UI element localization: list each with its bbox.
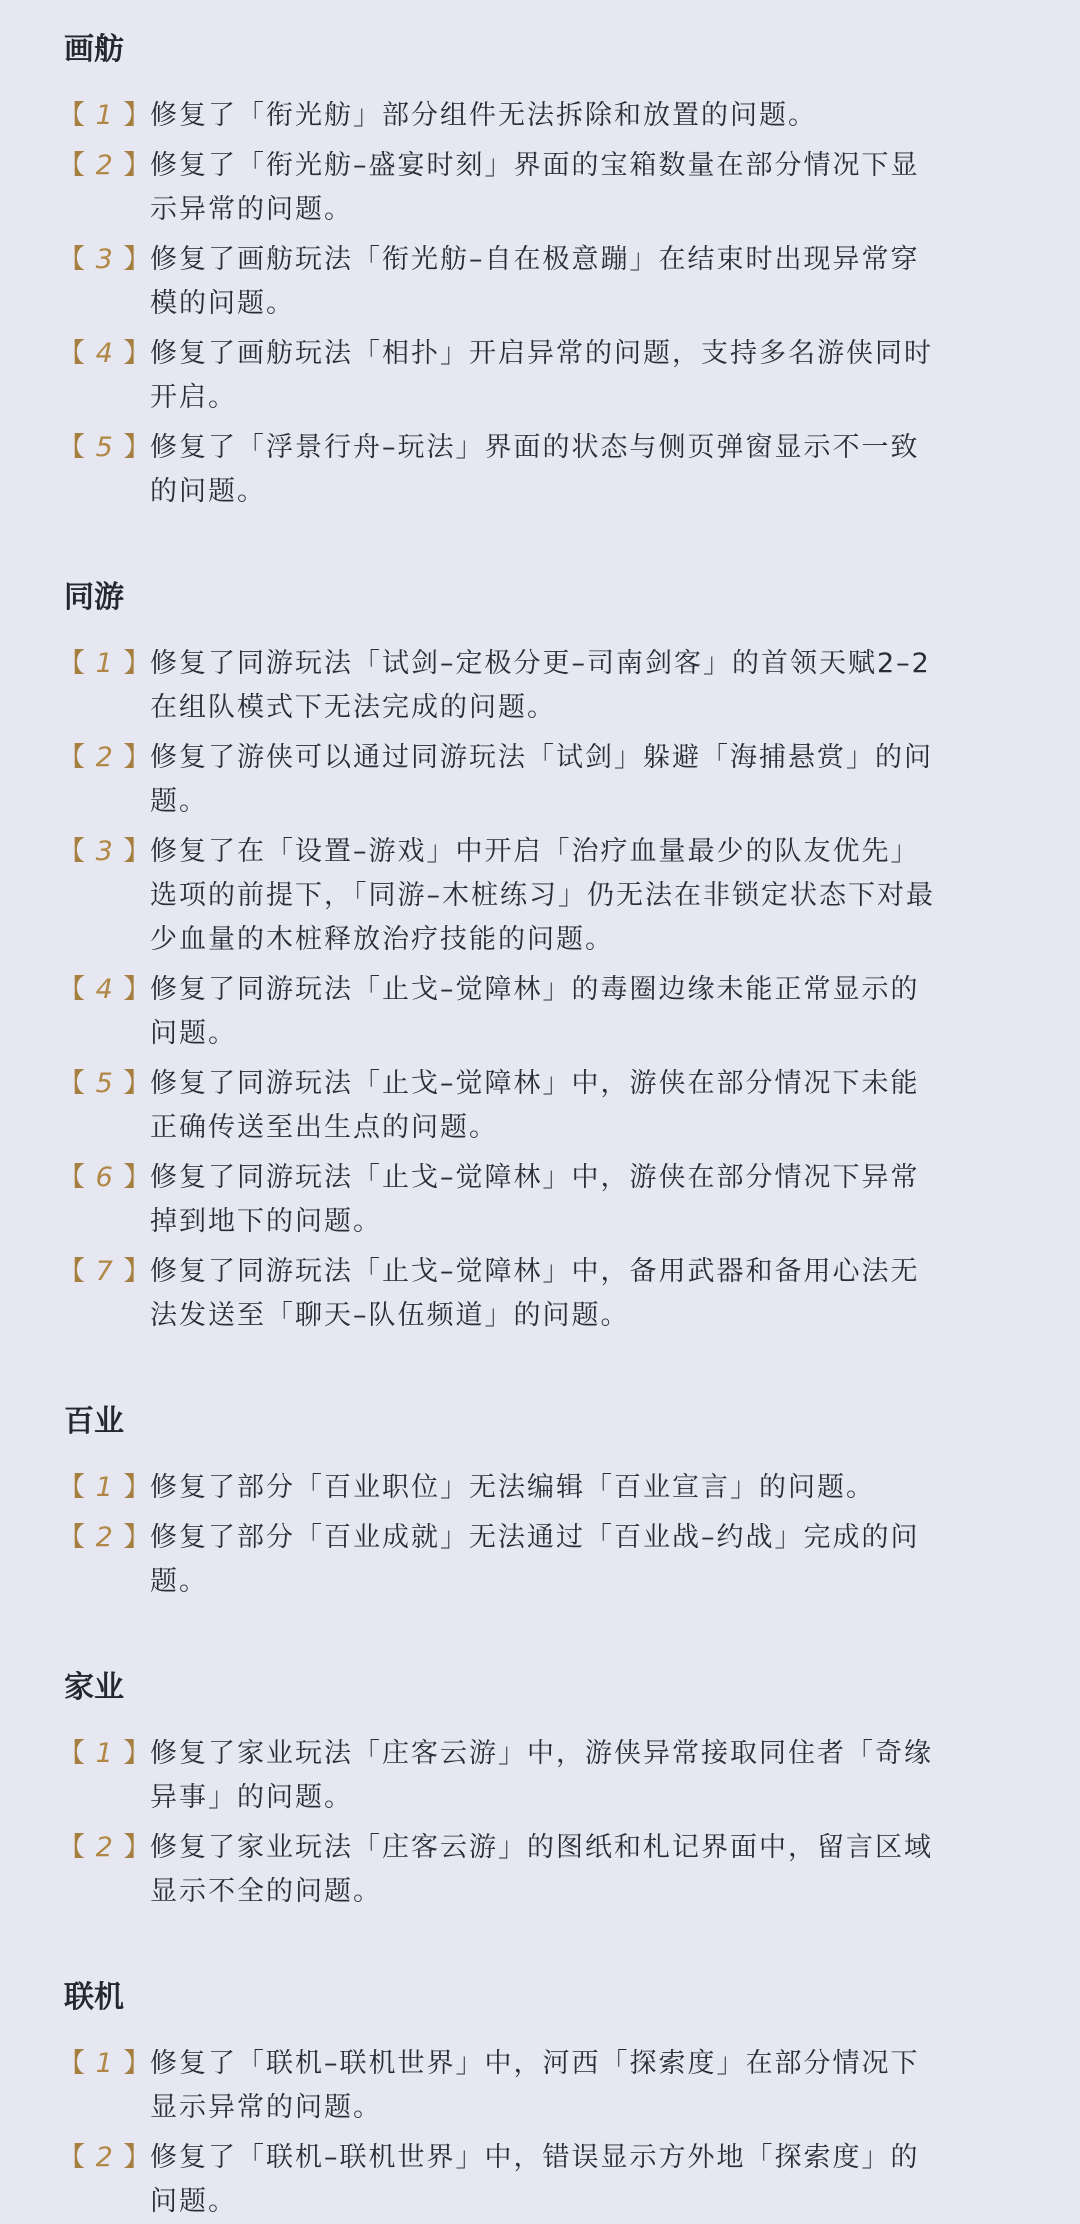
item-text: 修复了同游玩法「试剑–定极分更–司南剑客」的首领天赋2–2在组队模式下无法完成的问题。 [150,648,931,723]
section-tongyou [0,574,1080,1338]
list-item [0,94,1080,138]
list-item [0,2042,1080,2130]
item-text: 修复了「衔光舫–盛宴时刻」界面的宝箱数量在部分情况下显示异常的问题。 [150,150,920,225]
list-item [0,1250,1080,1338]
list-item [0,736,1080,824]
list-item [0,332,1080,420]
item-text: 修复了同游玩法「止戈–觉障林」中，游侠在部分情况下未能正确传送至出生点的问题。 [150,1068,920,1143]
section-baiye [0,1398,1080,1604]
list-item [0,1156,1080,1244]
item-text: 修复了家业玩法「庄客云游」的图纸和札记界面中，留言区域显示不全的问题。 [150,1832,933,1907]
item-number: 【 5 】 [58,432,152,463]
item-text: 修复了家业玩法「庄客云游」中，游侠异常接取同住者「奇缘异事」的问题。 [150,1738,933,1813]
item-number: 【 1 】 [58,2048,152,2079]
section-jiaye [0,1664,1080,1914]
item-text: 修复了「联机–联机世界」中，错误显示方外地「探索度」的问题。 [150,2142,920,2217]
list-item [0,1466,1080,1510]
section-title: 联机 [64,1980,124,2015]
item-number: 【 1 】 [58,100,152,131]
list-item [0,642,1080,730]
item-number: 【 7 】 [58,1256,152,1287]
item-number: 【 2 】 [58,1522,152,1553]
item-text: 修复了「衔光舫」部分组件无法拆除和放置的问题。 [150,100,817,131]
item-number: 【 2 】 [58,742,152,773]
section-title: 家业 [64,1670,124,1705]
item-number: 【 3 】 [58,836,152,867]
list-item [0,426,1080,514]
item-number: 【 2 】 [58,1832,152,1863]
item-text: 修复了在「设置–游戏」中开启「治疗血量最少的队友优先」选项的前提下，「同游–木桩练习」仍无法在非锁定状态下对最少血量的木桩释放治疗技能的问题。 [150,836,935,955]
item-text: 修复了「浮景行舟–玩法」界面的状态与侧页弹窗显示不一致的问题。 [150,432,920,507]
item-text: 修复了同游玩法「止戈–觉障林」的毒圈边缘未能正常显示的问题。 [150,974,920,1049]
item-number: 【 2 】 [58,2142,152,2173]
section-huafang [0,26,1080,514]
item-text: 修复了同游玩法「止戈–觉障林」中，备用武器和备用心法无法发送至「聊天–队伍频道」的问题。 [150,1256,920,1331]
section-lianji [0,1974,1080,2224]
item-number: 【 1 】 [58,648,152,679]
item-number: 【 1 】 [58,1738,152,1769]
list-item [0,1826,1080,1914]
item-number: 【 6 】 [58,1162,152,1193]
section-title: 百业 [64,1404,124,1439]
list-item [0,1516,1080,1604]
list-item [0,968,1080,1056]
item-number: 【 4 】 [58,338,152,369]
item-text: 修复了部分「百业职位」无法编辑「百业宣言」的问题。 [150,1472,875,1503]
list-item [0,1062,1080,1150]
item-text: 修复了同游玩法「止戈–觉障林」中，游侠在部分情况下异常掉到地下的问题。 [150,1162,920,1237]
item-text: 修复了画舫玩法「衔光舫–自在极意蹦」在结束时出现异常穿模的问题。 [150,244,920,319]
item-text: 修复了部分「百业成就」无法通过「百业战–约战」完成的问题。 [150,1522,920,1597]
section-title: 画舫 [64,32,124,67]
item-number: 【 5 】 [58,1068,152,1099]
list-item [0,2136,1080,2224]
section-title: 同游 [64,580,124,615]
item-number: 【 4 】 [58,974,152,1005]
list-item [0,238,1080,326]
item-text: 修复了「联机–联机世界」中，河西「探索度」在部分情况下显示异常的问题。 [150,2048,920,2123]
item-number: 【 2 】 [58,150,152,181]
list-item [0,830,1080,962]
list-item [0,1732,1080,1820]
item-number: 【 1 】 [58,1472,152,1503]
item-text: 修复了画舫玩法「相扑」开启异常的问题，支持多名游侠同时开启。 [150,338,933,413]
item-text: 修复了游侠可以通过同游玩法「试剑」躲避「海捕悬赏」的问题。 [150,742,933,817]
item-number: 【 3 】 [58,244,152,275]
list-item [0,144,1080,232]
